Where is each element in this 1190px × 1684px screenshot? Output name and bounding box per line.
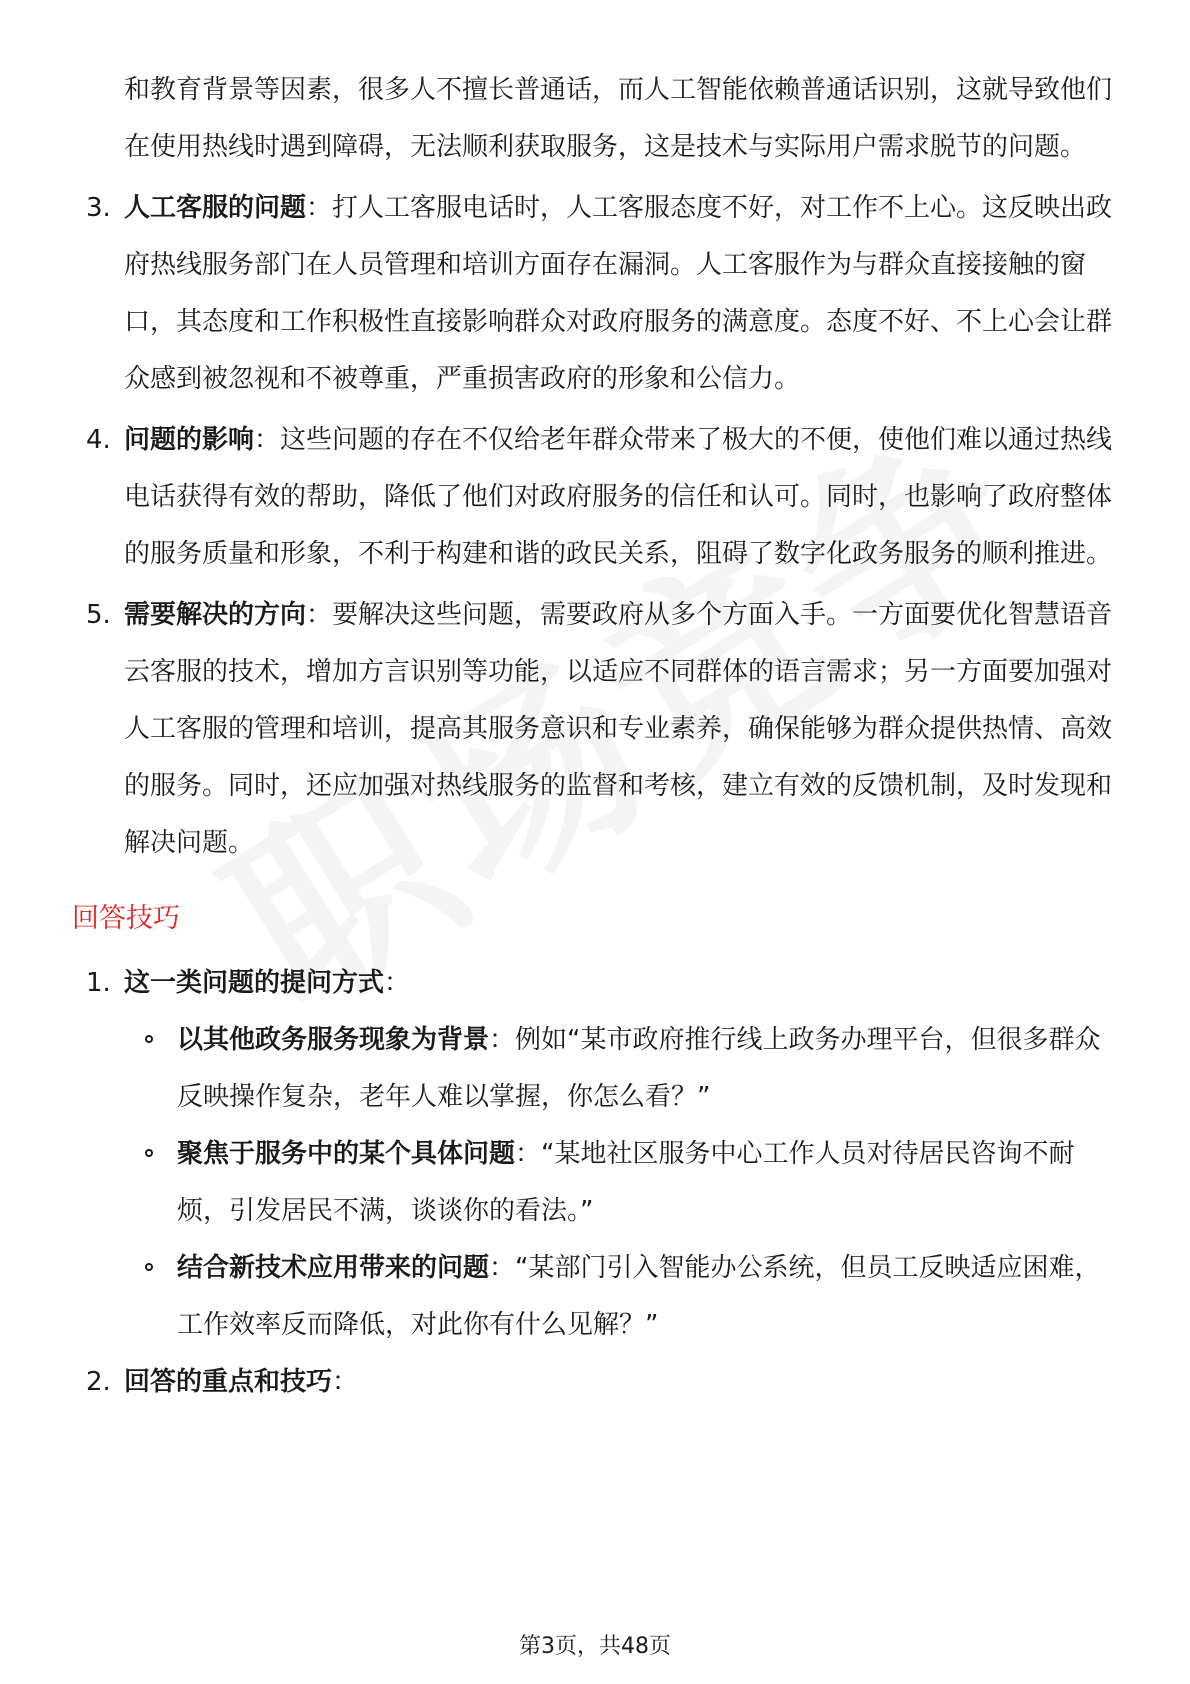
item-text: 这些问题的存在不仅给老年群众带来了极大的不便，使他们难以通过热线电话获得有效的帮助，降低了他们对政府服务的信任和认可。同时，也影响了政府整体的服务质量和形象，不利于构建和谐的政民关系，阻碍了数字化政务服务的顺利推进。 [124, 425, 1113, 569]
item-title: 需要解决的方向 [124, 600, 307, 630]
sub-item-title: 聚焦于服务中的某个具体问题 [177, 1139, 516, 1169]
list-number: 2. [86, 1367, 111, 1397]
section-title: 回答技巧 [72, 903, 180, 934]
sub-item-text: “某地社区服务中心工作人员对待居民咨询不耐烦，引发居民不满，谈谈你的看法。” [177, 1139, 1075, 1226]
sub-list-item: 聚焦于服务中的某个具体问题：“某地社区服务中心工作人员对待居民咨询不耐烦，引发居民不满，谈谈你的看法。” [72, 1126, 1122, 1240]
page-footer: 第3页，共48页 [519, 1634, 671, 1659]
item-title: 人工客服的问题 [124, 193, 307, 223]
sub-item-text: 例如“某市政府推行线上政务办理平台，但很多群众反映操作复杂，老年人难以掌握，你怎么看？” [177, 1025, 1101, 1112]
item-text: 打人工客服电话时，人工客服态度不好，对工作不上心。这反映出政府热线服务部门在人员管理和培训方面存在漏洞。人工客服作为与群众直接接触的窗口，其态度和工作积极性直接影响群众对政府服务的满意度。态度不好、不上心会让群众感到被忽视和不被尊重，严重损害政府的形象和公信力。 [124, 193, 1113, 394]
continued-paragraph: 和教育背景等因素，很多人不擅长普通话，而人工智能依赖普通话识别，这就导致他们在使用热线时遇到障碍，无法顺利获取服务，这是技术与实际用户需求脱节的问题。 [124, 75, 1113, 162]
item-title: 回答的重点和技巧 [124, 1367, 333, 1397]
list-number: 1. [86, 968, 111, 998]
list-number: 5. [86, 600, 111, 630]
list-item: 3. 人工客服的问题：打人工客服电话时，人工客服态度不好，对工作不上心。这反映出政府热线服务部门在人员管理和培训方面存在漏洞。人工客服作为与群众直接接触的窗口，其态度和工作积极性直接影响群众对政府服务的满意度。态度不好、不上心会让群众感到被忽视和不被尊重，严重损害政府的形象和公信力。 [72, 180, 1122, 408]
sub-item-title: 结合新技术应用带来的问题 [177, 1253, 490, 1283]
list-item: 4. 问题的影响：这些问题的存在不仅给老年群众带来了极大的不便，使他们难以通过热线电话获得有效的帮助，降低了他们对政府服务的信任和认可。同时，也影响了政府整体的服务质量和形象，不利于构建和谐的政民关系，阻碍了数字化政务服务的顺利推进。 [72, 412, 1122, 583]
list-item: 1. 这一类问题的提问方式： [72, 955, 1122, 1012]
bullet-icon [145, 1263, 153, 1271]
list-item: 2. 回答的重点和技巧： [72, 1354, 1122, 1411]
list-number: 4. [86, 425, 111, 455]
list-number: 3. [86, 193, 111, 223]
sub-list-item: 结合新技术应用带来的问题：“某部门引入智能办公系统，但员工反映适应困难，工作效率反而降低，对此你有什么见解？” [72, 1240, 1122, 1354]
item-title: 问题的影响 [124, 425, 255, 455]
page-content [72, 62, 1122, 1411]
sub-item-text: “某部门引入智能办公系统，但员工反映适应困难，工作效率反而降低，对此你有什么见解？” [177, 1253, 1101, 1340]
bullet-icon [145, 1149, 153, 1157]
sub-list-item: 以其他政务服务现象为背景：例如“某市政府推行线上政务办理平台，但很多群众反映操作复杂，老年人难以掌握，你怎么看？” [72, 1012, 1122, 1126]
bullet-icon [145, 1035, 153, 1043]
item-text: 要解决这些问题，需要政府从多个方面入手。一方面要优化智慧语音云客服的技术，增加方言识别等功能，以适应不同群体的语言需求；另一方面要加强对人工客服的管理和培训，提高其服务意识和专业素养，确保能够为群众提供热情、高效的服务。同时，还应加强对热线服务的监督和考核，建立有效的反馈机制，及时发现和解决问题。 [124, 600, 1113, 858]
sub-item-title: 以其他政务服务现象为背景 [177, 1025, 490, 1055]
item-title: 这一类问题的提问方式 [124, 968, 385, 998]
list-item: 5. 需要解决的方向：要解决这些问题，需要政府从多个方面入手。一方面要优化智慧语音云客服的技术，增加方言识别等功能，以适应不同群体的语言需求；另一方面要加强对人工客服的管理和培训，提高其服务意识和专业素养，确保能够为群众提供热情、高效的服务。同时，还应加强对热线服务的监督和考核，建立有效的反馈机制，及时发现和解决问题。 [72, 587, 1122, 872]
